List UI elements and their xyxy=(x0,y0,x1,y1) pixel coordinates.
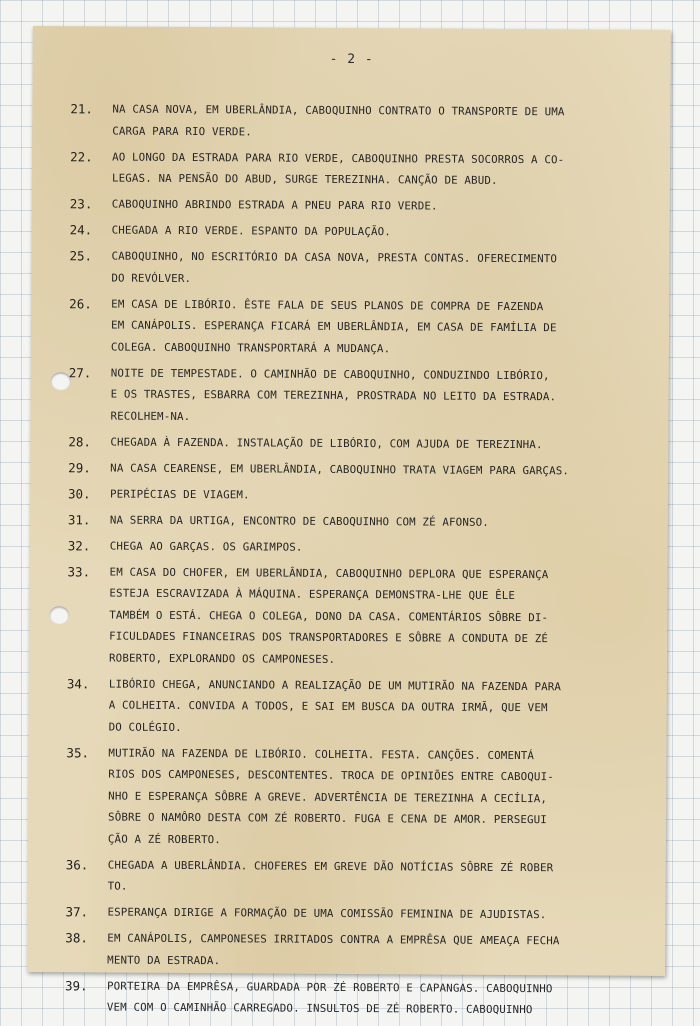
scene-entry xyxy=(70,98,645,145)
scene-text-line: CABOQUINHO ABRINDO ESTRADA A PNEU PARA RIO VERDE. xyxy=(111,197,438,213)
scene-text-line: CHEGADA À FAZENDA. INSTALAÇÃO DE LIBÓRIO, COM AJUDA DE TEREZINHA. xyxy=(110,435,543,451)
scene-entry xyxy=(67,561,643,672)
scene-text-line: PERIPÉCIAS DE VIAGEM. xyxy=(110,487,250,501)
scene-text-line: CARGA PARA RIO VERDE. xyxy=(112,124,252,138)
scene-text-line: LIBÓRIO CHEGA, ANUNCIANDO A REALIZAÇÃO DE UM MUTIRÃO NA FAZENDA PARA xyxy=(108,677,562,693)
scene-text xyxy=(110,509,643,534)
scene-list xyxy=(65,98,646,1025)
scene-entry xyxy=(68,483,643,508)
scene-text-line: CHEGADA A UBERLÂNDIA. CHOFERES EM GREVE DÃO NOTÍCIAS SÔBRE ZÉ ROBER xyxy=(107,858,554,874)
scene-entry xyxy=(68,535,643,560)
scene-text-line: ESPERANÇA DIRIGE A FORMAÇÃO DE UMA COMISSÃO FEMININA DE AJUDISTAS. xyxy=(107,905,547,922)
scene-text xyxy=(112,220,645,245)
scene-text-line: PORTEIRA DA EMPRÊSA, GUARDADA POR ZÉ ROBERTO E CAPANGAS. CABOQUINHO xyxy=(106,979,553,995)
scene-text-line: NOITE DE TEMPESTADE. O CAMINHÃO DE CABOQUINHO, CONDUZINDO LIBÓRIO, xyxy=(110,366,550,382)
scene-text xyxy=(110,535,643,560)
scene-text xyxy=(112,99,645,145)
scene-text-line: VEM COM O CAMINHÃO CARREGADO. INSULTOS DE ZÉ ROBERTO. CABOQUINHO xyxy=(106,1000,533,1017)
scene-number: 26. xyxy=(69,295,92,311)
scene-text-line: MENTO DA ESTRADA. xyxy=(107,953,221,967)
scene-text xyxy=(107,928,640,974)
scene-text xyxy=(110,457,643,482)
scene-text-line: CABOQUINHO, NO ESCRITÓRIO DA CASA NOVA, PRESTA CONTAS. OFERECIMENTO xyxy=(111,249,558,266)
scene-entry xyxy=(66,854,641,901)
scene-text-line: EM CANÁPOLIS, CAMPONESES IRRITADOS CONTRA A EMPRÊSA QUE AMEAÇA FECHA xyxy=(107,931,560,948)
scene-number: 25. xyxy=(69,248,93,264)
scene-number: 28. xyxy=(68,433,91,449)
scene-text-line: EM CASA DO CHOFER, EM UBERLÂNDIA, CABOQUINHO DEPLORA QUE ESPERANÇA xyxy=(109,565,549,581)
scene-entry xyxy=(66,742,642,853)
scene-text-line: A COLHEITA. CONVIDA A TODOS, E SAI EM BUSCA DA OUTRA IRMÃ, QUE VEM xyxy=(108,698,548,715)
scene-text-line: DO COLÉGIO. xyxy=(108,720,182,734)
scene-text-line: ÇÃO A ZÉ ROBERTO. xyxy=(107,832,222,846)
scene-text xyxy=(111,246,644,292)
scene-text xyxy=(108,854,641,900)
scene-entry xyxy=(70,146,645,193)
typewritten-page xyxy=(27,26,671,1017)
scene-number: 36. xyxy=(65,856,89,872)
scene-text-line: CHEGADA A RIO VERDE. ESPANTO DA POPULAÇÃO. xyxy=(111,223,391,239)
scene-entry xyxy=(65,927,640,974)
scene-text-line: RIOS DOS CAMPONESES, DESCONTENTES. TROCA DE OPINIÕES ENTRE CABOQUI- xyxy=(108,767,554,784)
scene-number: 35. xyxy=(66,744,90,760)
scene-text-line: RECOLHEM-NA. xyxy=(110,409,191,423)
scene-text-line: AO LONGO DA ESTRADA PARA RIO VERDE, CABOQUINHO PRESTA SOCORROS A CO- xyxy=(112,150,565,166)
scene-number: 22. xyxy=(70,148,93,164)
scene-text-line: NA CASA CEARENSE, EM UBERLÂNDIA, CABOQUINHO TRATA VIAGEM PARA GARÇAS. xyxy=(110,461,570,477)
scene-number: 38. xyxy=(65,930,88,946)
scene-number: 37. xyxy=(65,904,89,920)
scene-text xyxy=(109,561,643,672)
scene-text-line: EM CASA DE LIBÓRIO. ÊSTE FALA DE SEUS PLANOS DE COMPRA DE FAZENDA xyxy=(111,297,544,313)
scene-text-line: TO. xyxy=(107,879,128,893)
scene-text-line: ESTEJA ESCRAVIZADA À MÁQUINA. ESPERANÇA DEMONSTRA-LHE QUE ÊLE xyxy=(109,586,516,603)
scene-text xyxy=(110,362,643,430)
scene-entry xyxy=(70,193,645,218)
scene-entry xyxy=(67,673,642,741)
scene-entry xyxy=(68,509,643,534)
scene-text-line: TAMBÉM O ESTÁ. CHEGA O COLEGA, DONO DA CASA. COMENTÁRIOS SÔBRE DI- xyxy=(109,608,549,624)
scene-text xyxy=(107,975,640,1021)
page-number: - 2 - xyxy=(329,51,374,68)
scene-entry xyxy=(68,457,643,482)
scene-text-line: DO REVÓLVER. xyxy=(111,271,192,285)
scene-entry xyxy=(65,901,640,926)
scene-text-line: NA CASA NOVA, EM UBERLÂNDIA, CABOQUINHO CONTRATO O TRANSPORTE DE UMA xyxy=(112,102,565,119)
scene-text-line: E OS TRASTES, ESBARRA COM TEREZINHA, PROSTRADA NO LEITO DA ESTRADA. xyxy=(110,387,557,404)
scene-number: 30. xyxy=(67,485,91,501)
scene-text-line: LEGAS. NA PENSÃO DO ABUD, SURGE TEREZINHA. CANÇÃO DE ABUD. xyxy=(111,171,498,187)
scene-number: 32. xyxy=(67,537,91,553)
scene-text xyxy=(110,431,643,456)
scene-number: 23. xyxy=(69,196,93,212)
scene-entry xyxy=(68,362,643,430)
scene-entry xyxy=(65,975,640,1022)
scene-text-line: FICULDADES FINANCEIRAS DOS TRANSPORTADORES E SÔBRE A CONDUTA DE ZÉ xyxy=(109,629,549,646)
scene-text xyxy=(109,673,642,741)
scene-text-line: CHEGA AO GARÇAS. OS GARIMPOS. xyxy=(109,539,303,554)
scene-number: 24. xyxy=(69,222,93,238)
scene-number: 21. xyxy=(70,101,94,117)
scene-text xyxy=(110,483,643,508)
scene-text-line: ROBERTO, EXPLORANDO OS CAMPONESES. xyxy=(108,651,336,666)
scene-text-line: SÔBRE O NAMÔRO DESTA COM ZÉ ROBERTO. FUGA E CENA DE AMOR. PERSEGUI xyxy=(108,810,548,827)
scene-text-line: MUTIRÃO NA FAZENDA DE LIBÓRIO. COLHEITA. FESTA. CANÇÕES. COMENTÁ xyxy=(108,746,535,762)
scene-number: 31. xyxy=(67,511,91,527)
scene-entry xyxy=(69,293,644,361)
scene-text xyxy=(112,194,645,219)
scene-text xyxy=(108,742,642,853)
scene-text xyxy=(111,293,644,361)
scene-number: 39. xyxy=(64,977,88,993)
scene-text xyxy=(107,902,640,927)
scene-text xyxy=(112,146,645,192)
scene-text-line: EM CANÁPOLIS. ESPERANÇA FICARÁ EM UBERLÂNDIA, EM CASA DE FAMÍLIA DE xyxy=(111,318,557,335)
scene-entry xyxy=(70,219,645,244)
scene-number: 33. xyxy=(67,563,91,579)
scene-number: 29. xyxy=(68,459,91,475)
scene-text-line: NHO E ESPERANÇA SÔBRE A GREVE. ADVERTÊNCIA DE TEREZINHA A CECÍLIA, xyxy=(108,789,548,805)
scene-text-line: NA SERRA DA URTIGA, ENCONTRO DE CABOQUINHO COM ZÉ AFONSO. xyxy=(109,513,489,529)
scene-entry xyxy=(68,431,643,456)
scene-text-line: COLEGA. CABOQUINHO TRANSPORTARÁ A MUDANÇA. xyxy=(110,340,391,355)
scene-number: 34. xyxy=(66,675,90,691)
scene-number: 27. xyxy=(68,364,92,380)
scene-entry xyxy=(69,245,644,292)
